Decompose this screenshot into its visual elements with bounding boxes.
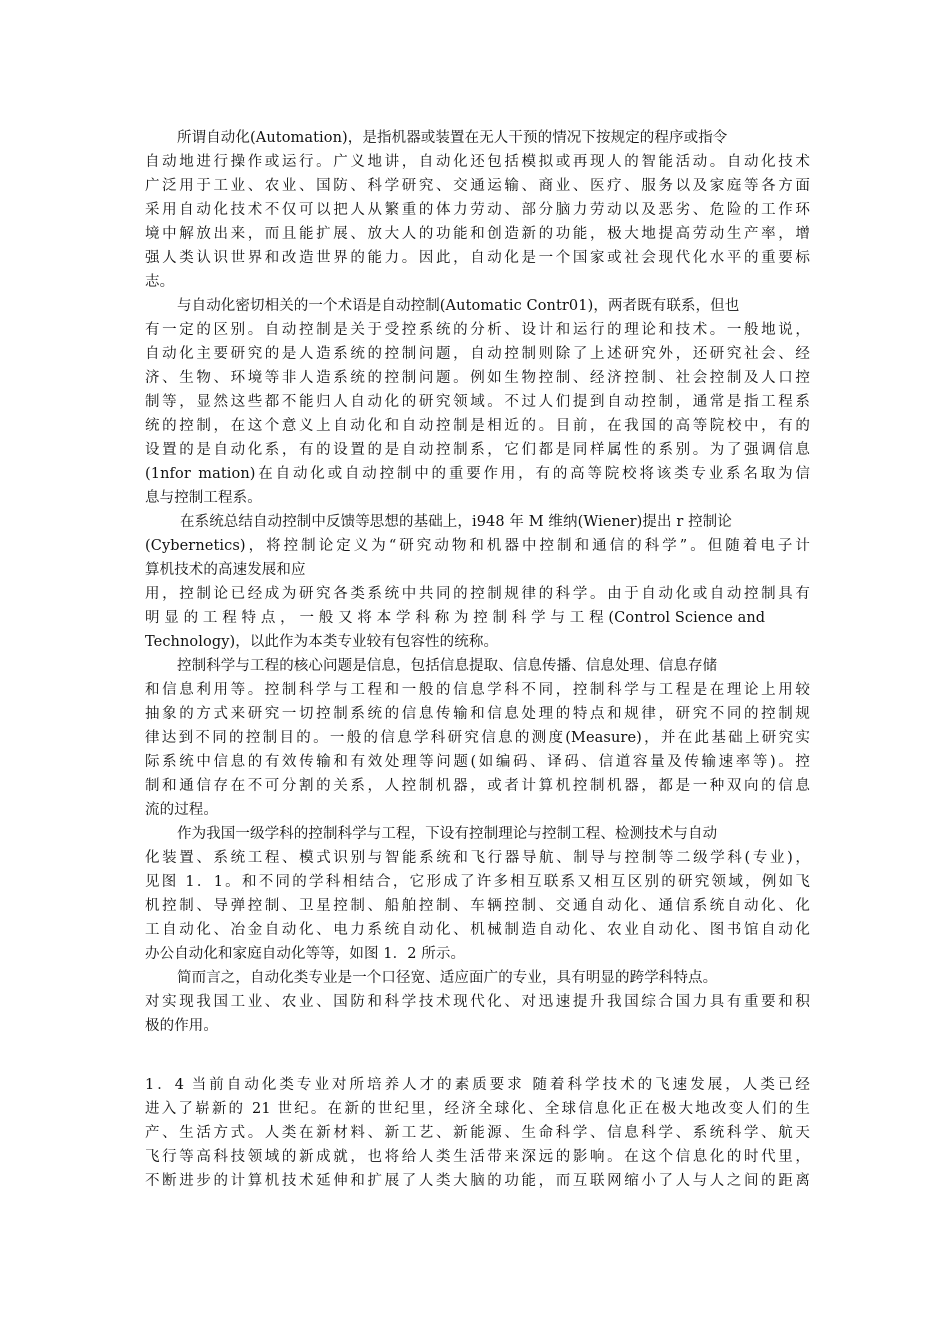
paragraph-2-line-2: 有一定的区别。自动控制是关于受控系统的分析、设计和运行的理论和技术。一般地说， [145,322,810,338]
paragraph-3-line-2: (Cybernetics)，将控制论定义为“研究动物和机器中控制和通信的科学”。但随着电子计 [145,538,810,554]
paragraph-6-line-3: 极的作用。 [145,1018,218,1034]
paragraph-4-line-5: 际系统中信息的有效传输和有效处理等问题(如编码、译码、信道容量及传输速率等)。控 [145,754,810,770]
paragraph-2-line-5: 制等，显然这些都不能归人自动化的研究领域。不过人们提到自动控制，通常是指工程系 [145,394,810,410]
paragraph-7-line-4: 飞行等高科技领域的新成就，也将给人类生活带来深远的影响。在这个信息化的时代里， [145,1149,810,1165]
paragraph-4-line-6: 制和通信存在不可分割的关系，人控制机器，或者计算机控制机器，都是一种双向的信息 [145,778,810,794]
paragraph-3-line-3: 算机技术的高速发展和应 [145,562,306,578]
paragraph-1-line-7: 志。 [145,274,175,290]
paragraph-5-line-6: 办公自动化和家庭自动化等等，如图 1．2 所示。 [145,946,466,962]
paragraph-1-line-6: 强人类认识世界和改造世界的能力。因此，自动化是一个国家或社会现代化水平的重要标 [145,250,810,266]
paragraph-3-line-5: 明 显 的 工 程 特 点 ， 一 般 又 将 本 学 科 称 为 控 制 科 学 与 工 程 (Control Science and [145,610,766,626]
paragraph-4-line-3: 抽象的方式来研究一切控制系统的信息传输和信息处理的特点和规律，研究不同的控制规 [145,706,810,722]
paragraph-2-line-4: 济、生物、环境等非人造系统的控制问题。例如生物控制、经济控制、社会控制及人口控 [145,370,810,386]
section-heading-line: 1．4 当前自动化类专业对所培养人才的素质要求 随着科学技术的飞速发展，人类已经 [145,1077,810,1093]
paragraph-5-line-3: 见图 1．1。和不同的学科相结合，它形成了许多相互联系又相互区别的研究领域，例如飞 [145,874,810,890]
paragraph-7-line-3: 产、生活方式。人类在新材料、新工艺、新能源、生命科学、信息科学、系统科学、航天 [145,1125,810,1141]
paragraph-3-line-1: 在系统总结自动控制中反馈等思想的基础上，i948 年 M 维纳(Wiener)提出 r 控制论 [180,514,732,530]
paragraph-4-line-1: 控制科学与工程的核心问题是信息，包括信息提取、信息传播、信息处理、信息存储 [177,658,718,674]
paragraph-2-line-3: 自动化主要研究的是人造系统的控制问题，自动控制则除了上述研究外，还研究社会、经 [145,346,810,362]
paragraph-4-line-2: 和信息利用等。控制科学与工程和一般的信息学科不同，控制科学与工程是在理论上用较 [145,682,810,698]
paragraph-5-line-2: 化装置、系统工程、模式识别与智能系统和飞行器导航、制导与控制等二级学科(专业)， [145,850,810,866]
paragraph-2-line-6: 统的控制，在这个意义上自动化和自动控制是相近的。目前，在我国的高等院校中，有的 [145,418,810,434]
paragraph-7-line-5: 不断进步的计算机技术延伸和扩展了人类大脑的功能，而互联网缩小了人与人之间的距离 [145,1173,810,1189]
paragraph-5-line-4: 机控制、导弹控制、卫星控制、船舶控制、车辆控制、交通自动化、通信系统自动化、化 [145,898,810,914]
paragraph-3-line-4: 用，控制论已经成为研究各类系统中共同的控制规律的科学。由于自动化或自动控制具有 [145,586,810,602]
paragraph-2-line-8: (1nfor mation)在自动化或自动控制中的重要作用，有的高等院校将该类专业系名取为信 [145,466,810,482]
paragraph-6-line-2: 对实现我国工业、农业、国防和科学技术现代化、对迅速提升我国综合国力具有重要和积 [145,994,810,1010]
paragraph-2-line-9: 息与控制工程系。 [145,490,262,506]
paragraph-1-line-2: 自动地进行操作或运行。广义地讲，自动化还包括模拟或再现人的智能活动。自动化技术 [145,154,810,170]
paragraph-1-line-1: 所谓自动化(Automation)，是指机器或装置在无人干预的情况下按规定的程序或指令 [177,130,728,146]
paragraph-5-line-1: 作为我国一级学科的控制科学与工程，下设有控制理论与控制工程、检测技术与自动 [177,826,718,842]
paragraph-2-line-7: 设置的是自动化系，有的设置的是自动控制系，它们都是同样属性的系别。为了强调信息 [145,442,810,458]
paragraph-4-line-4: 律达到不同的控制目的。一般的信息学科研究信息的测度(Measure)，并在此基础上研究实 [145,730,810,746]
paragraph-2-line-1: 与自动化密切相关的一个术语是自动控制(Automatic Contr01)，两者既有联系，但也 [177,298,740,314]
paragraph-1-line-4: 采用自动化技术不仅可以把人从繁重的体力劳动、部分脑力劳动以及恶劣、危险的工作环 [145,202,810,218]
paragraph-6-line-1: 简而言之，自动化类专业是一个口径宽、适应面广的专业，具有明显的跨学科特点。 [177,970,718,986]
paragraph-4-line-7: 流的过程。 [145,802,218,818]
paragraph-7-line-2: 进入了崭新的 21 世纪。在新的世纪里，经济全球化、全球信息化正在极大地改变人们的生 [145,1101,810,1117]
paragraph-3-line-6: Technology)，以此作为本类专业较有包容性的统称。 [145,634,499,650]
paragraph-1-line-3: 广泛用于工业、农业、国防、科学研究、交通运输、商业、医疗、服务以及家庭等各方面 [145,178,810,194]
paragraph-1-line-5: 境中解放出来，而且能扩展、放大人的功能和创造新的功能，极大地提高劳动生产率，增 [145,226,810,242]
paragraph-5-line-5: 工自动化、冶金自动化、电力系统自动化、机械制造自动化、农业自动化、图书馆自动化 [145,922,810,938]
